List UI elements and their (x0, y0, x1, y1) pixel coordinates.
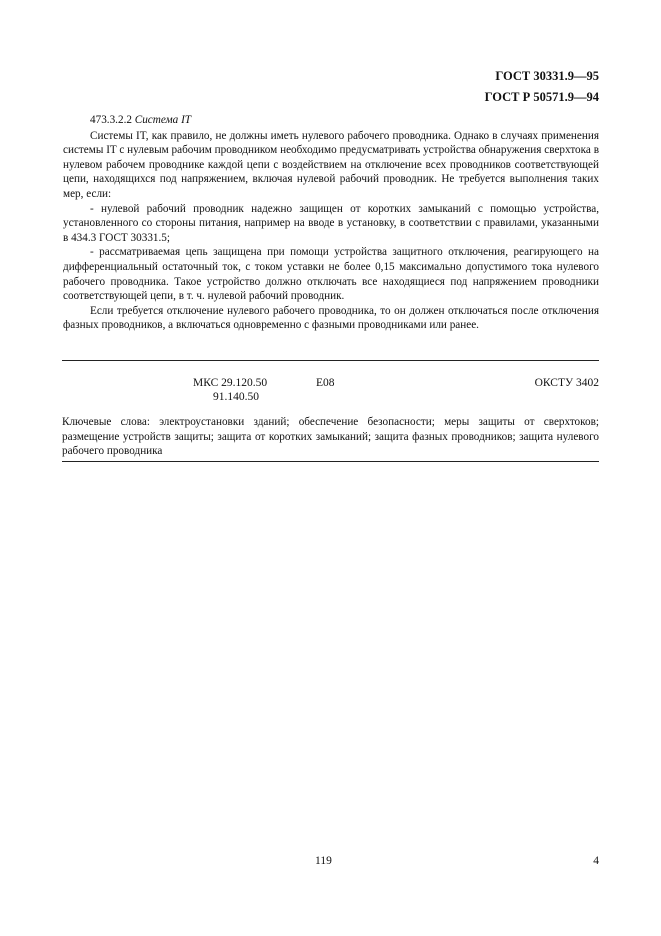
mks-code-2: 91.140.50 (213, 391, 259, 403)
paragraph: Системы IT, как правило, не должны иметь нулевого рабочего проводника. Однако в случаях применения системы IT с нулевым рабочим проводником необходимо предусматривать устройства обнаружения сверхтока в нулевом рабочем проводнике каждой цепи с воздействием на отключение всех проводников соответствующей цепи, находящихся под напряжением, включая нулевой рабочий проводник. Не требуется выполнения таких мер, если: (63, 129, 599, 200)
sheet-number: 4 (593, 855, 599, 867)
standard-code-gost-r: ГОСТ Р 50571.9—94 (484, 90, 599, 104)
paragraph: - рассматриваемая цепь защищена при помощи устройства защитного отключения, реагирующего на дифференциальный остаточный ток, с током уставки не более 0,15 максимально допустимого тока нулевого рабочего проводника. Такое устройство должно отключать все находящиеся под напряжением проводники соответствующей цепи, в т. ч. нулевой рабочий проводник. (63, 246, 599, 303)
mks-code-1: МКС 29.120.50 (193, 377, 268, 389)
mks-code (193, 376, 267, 404)
e-code: Е08 (316, 377, 335, 389)
divider-bottom (62, 461, 599, 462)
section-heading (63, 113, 599, 128)
keywords: Ключевые слова: электроустановки зданий; обеспечение безопасности; меры защиты от сверхтоков; размещение устройств защиты; защита от коротких замыканий; защита фазных проводников; защита нулевого рабочего проводника (62, 416, 599, 458)
section-title: Система IT (134, 114, 192, 126)
divider-top (62, 360, 599, 361)
standard-code-gost: ГОСТ 30331.9—95 (495, 69, 599, 83)
page-number: 119 (315, 855, 332, 867)
paragraph: Если требуется отключение нулевого рабочего проводника, то он должен отключаться после отключения фазных проводников, а включаться одновременно с фазными проводниками или ранее. (63, 304, 599, 332)
section-number: 473.3.2.2 (90, 114, 132, 126)
okstu-code: ОКСТУ 3402 (534, 377, 599, 389)
paragraph: - нулевой рабочий проводник надежно защищен от коротких замыканий с помощью устройства, установленного со стороны питания, например на вводе в установку, в соответствии с правилами, указанными в 434.3 ГОСТ 30331.5; (63, 202, 599, 244)
body-text (63, 113, 599, 333)
standard-header (485, 66, 599, 108)
